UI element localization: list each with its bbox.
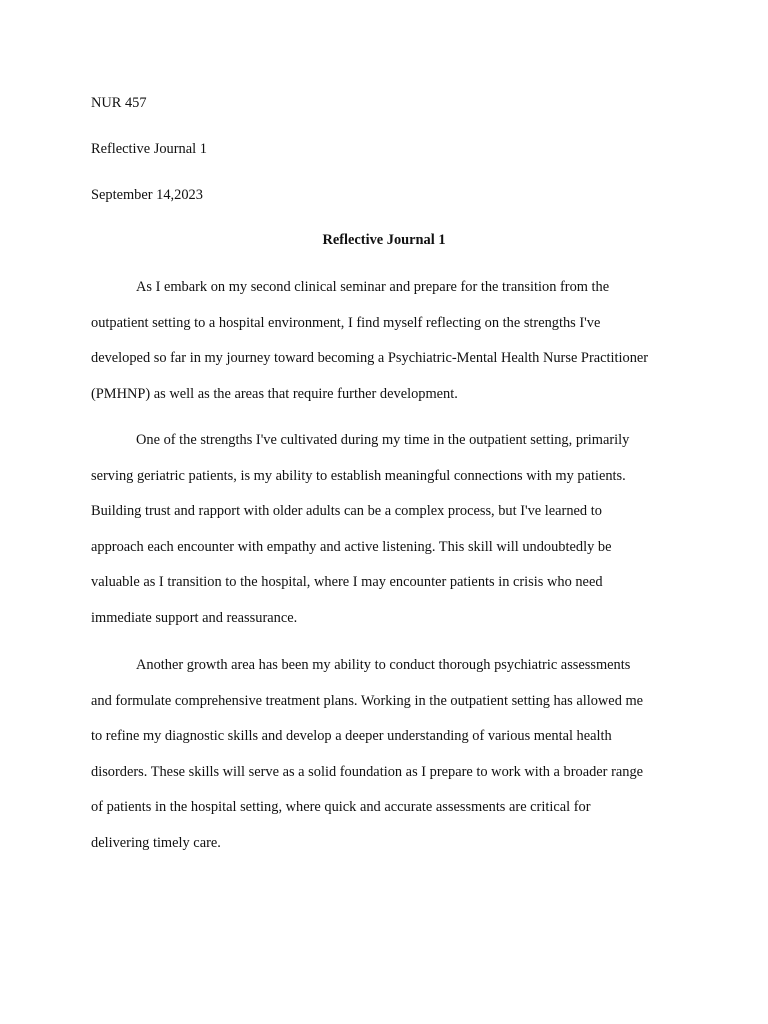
- assignment-name: Reflective Journal 1: [91, 141, 207, 157]
- paragraph-line: to refine my diagnostic skills and develop a deeper understanding of various mental health: [91, 728, 612, 745]
- paragraph-line: One of the strengths I've cultivated during my time in the outpatient setting, primarily: [136, 432, 630, 448]
- paragraph-line: outpatient setting to a hospital environment, I find myself reflecting on the strengths I've: [91, 314, 601, 331]
- paragraph-line: disorders. These skills will serve as a solid foundation as I prepare to work with a broader range: [91, 763, 644, 780]
- paragraph-line: serving geriatric patients, is my ability to establish meaningful connections with my patients.: [91, 467, 626, 484]
- page-title: Reflective Journal 1: [322, 232, 446, 248]
- paragraph-line: As I embark on my second clinical seminar and prepare for the transition from the: [136, 279, 610, 295]
- paragraph-line: of patients in the hospital setting, where quick and accurate assessments are critical for: [91, 799, 591, 816]
- course-code: NUR 457: [91, 95, 147, 111]
- paragraph-line: and formulate comprehensive treatment plans. Working in the outpatient setting has allowed me: [91, 692, 644, 709]
- paragraph-line: (PMHNP) as well as the areas that require further development.: [91, 386, 458, 403]
- paragraph-line: delivering timely care.: [91, 835, 221, 851]
- paragraph-line: approach each encounter with empathy and active listening. This skill will undoubtedly be: [91, 538, 612, 555]
- paragraph-line: Another growth area has been my ability to conduct thorough psychiatric assessments: [136, 657, 631, 673]
- paragraph-line: developed so far in my journey toward becoming a Psychiatric-Mental Health Nurse Practitioner: [91, 350, 649, 367]
- paragraph-line: immediate support and reassurance.: [91, 610, 298, 626]
- paragraph-line: Building trust and rapport with older adults can be a complex process, but I've learned to: [91, 503, 602, 520]
- submission-date: September 14,2023: [91, 187, 203, 203]
- paragraph-line: valuable as I transition to the hospital, where I may encounter patients in crisis who need: [91, 574, 603, 591]
